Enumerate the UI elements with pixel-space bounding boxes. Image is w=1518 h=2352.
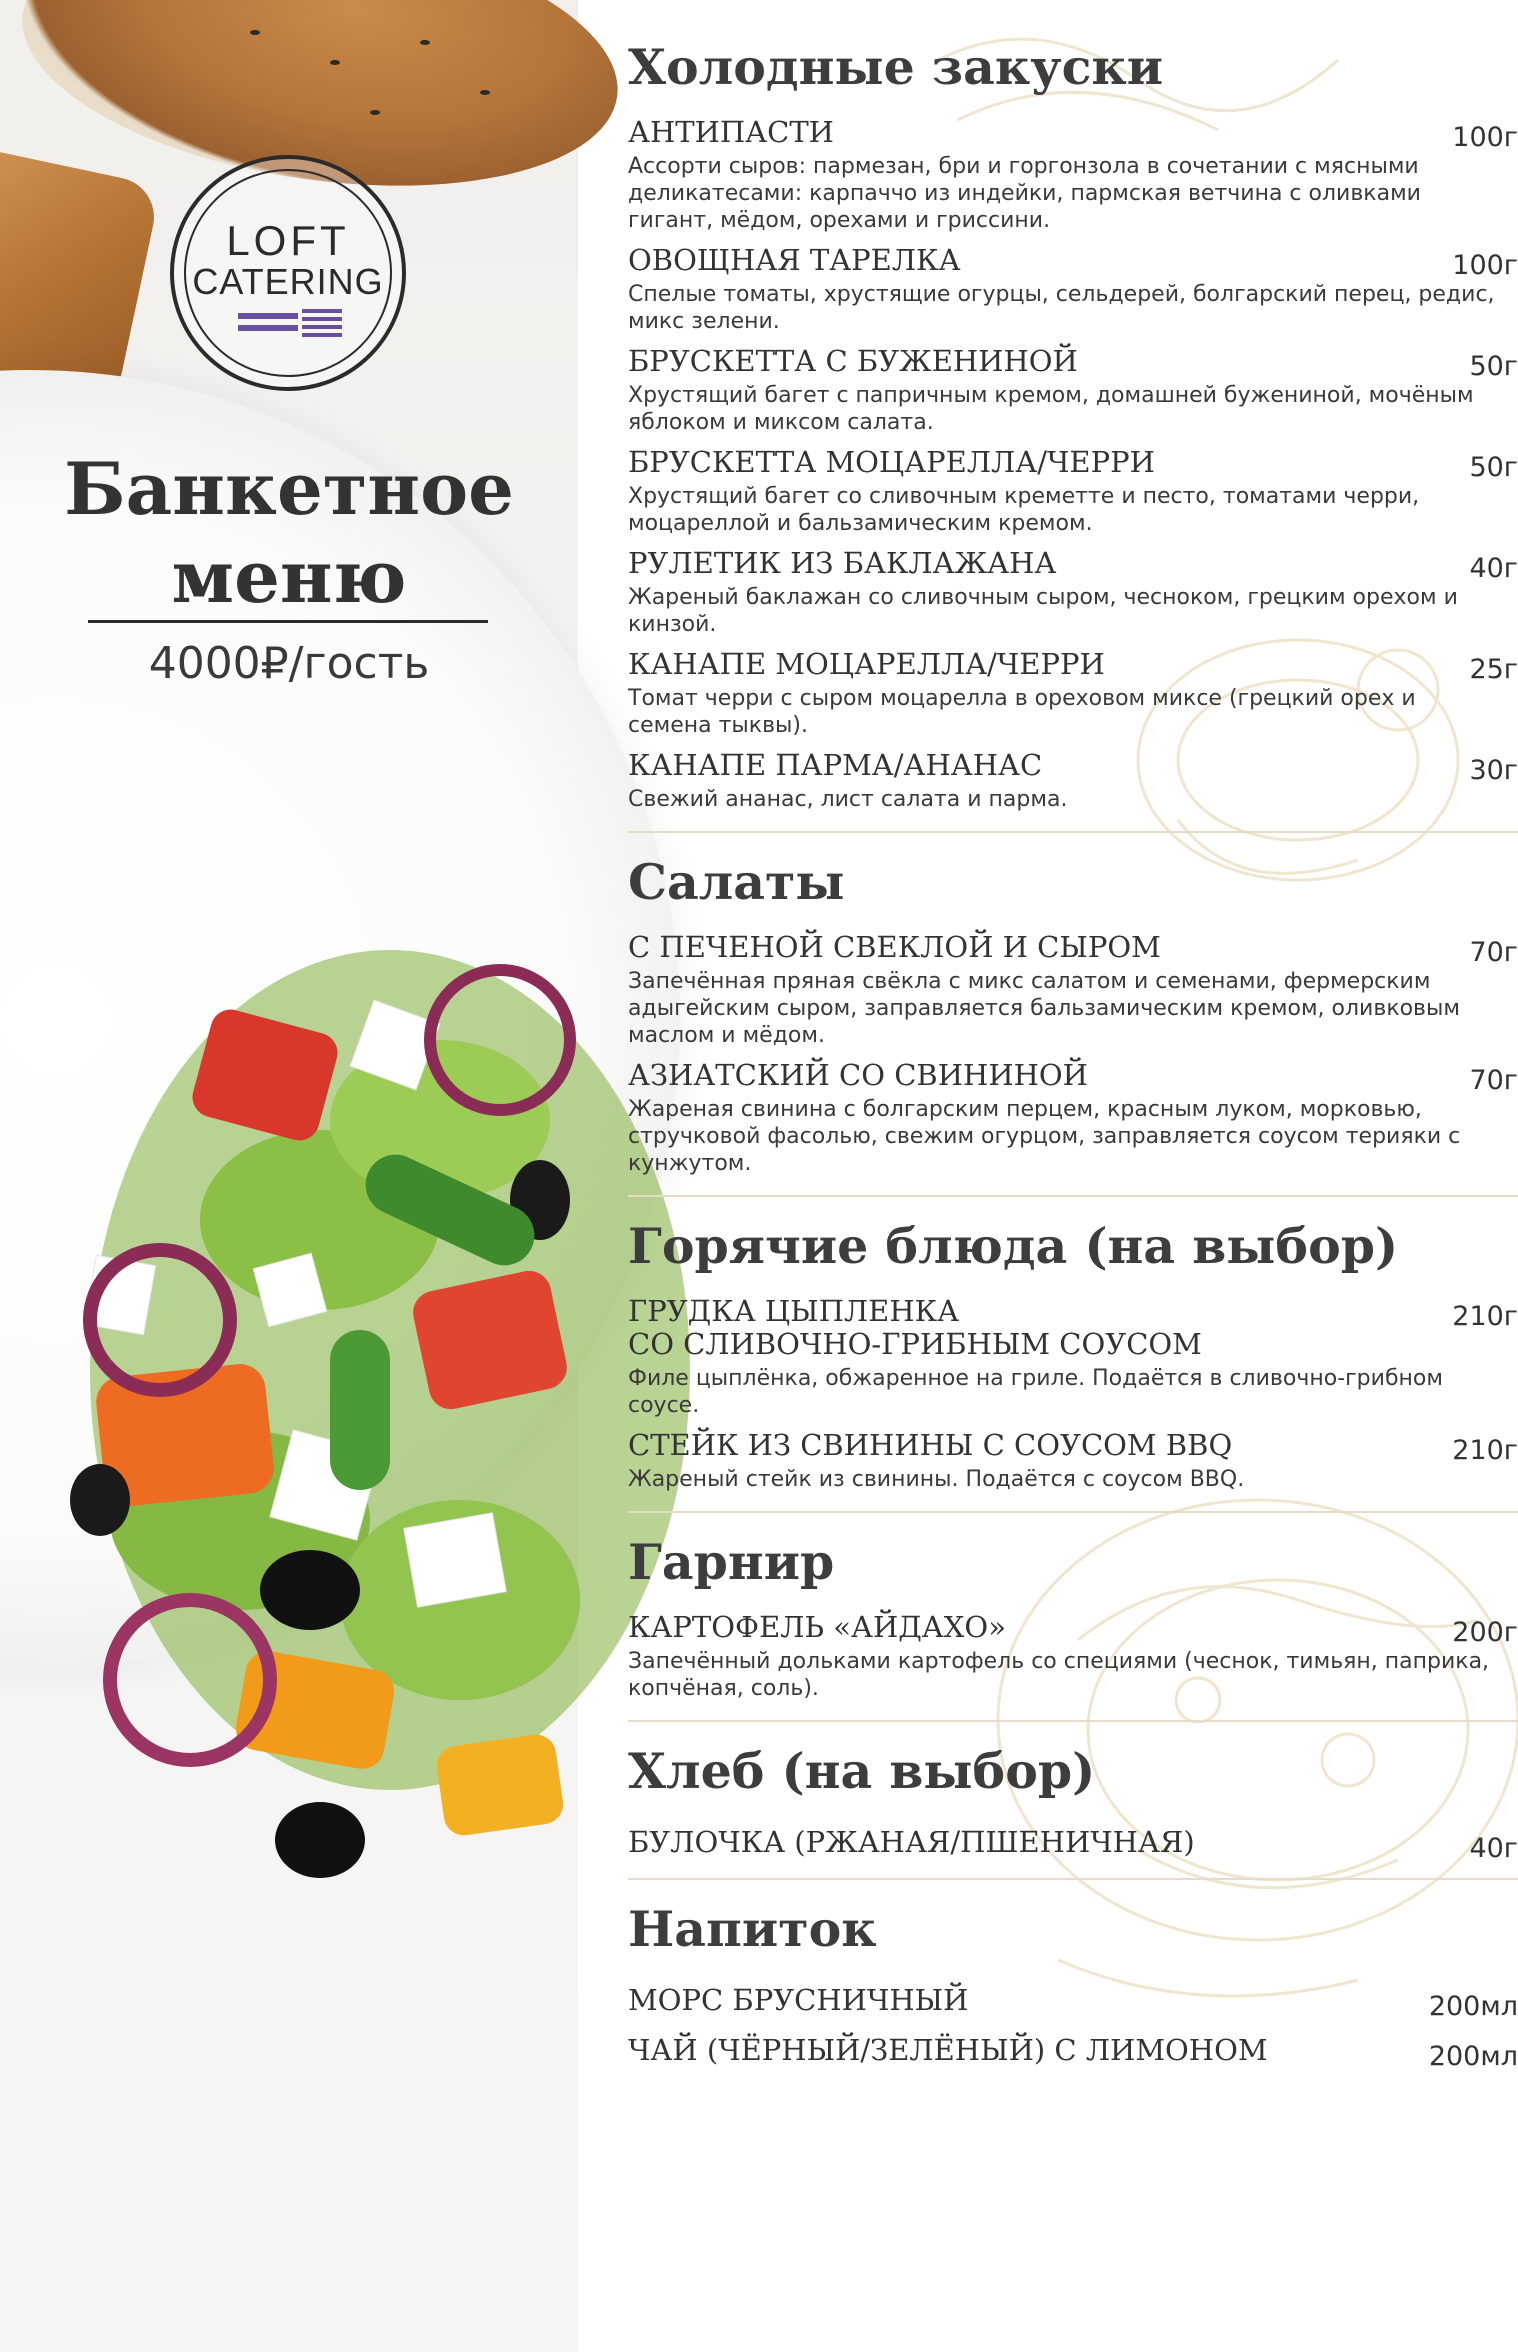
salad-image [60,900,580,1880]
section-title: Салаты [628,853,845,911]
menu-item-description: Жареный баклажан со сливочным сыром, чесноком, грецким орехом и кинзой. [628,585,1458,637]
menu-item-weight: 210г [1452,1301,1518,1332]
section-title: Гарнир [628,1533,835,1591]
menu-item-description: Томат черри с сыром моцарелла в ореховом миксе (грецкий орех и семена тыквы). [628,686,1416,738]
section-title: Горячие блюда (на выбор) [628,1217,1399,1275]
menu-item-description: Филе цыплёнка, обжаренное на гриле. Подаётся в сливочно-грибном соусе. [628,1366,1443,1418]
menu-item-weight: 70г [1469,1065,1518,1096]
menu-item-weight: 40г [1469,1833,1518,1864]
logo-text-loft: LOFT [226,217,350,264]
menu-item-description: Жареная свинина с болгарским перцем, красным луком, морковью, стручковой фасолью, свежим огурцом, заправляется соусом терияки с кунжутом. [628,1097,1461,1176]
menu-item-name: БРУСКЕТТА С БУЖЕНИНОЙ [628,344,1078,378]
title-divider [88,620,488,623]
menu-item-weight: 25г [1469,654,1518,685]
section-divider [628,1720,1518,1722]
menu-item [628,931,1518,1049]
menu-item [628,244,1518,335]
menu-item-name: БУЛОЧКА (РЖАНАЯ/ПШЕНИЧНАЯ) [628,1825,1195,1859]
section-title: Хлеб (на выбор) [628,1742,1096,1800]
menu-item [628,547,1518,638]
section-divider [628,1195,1518,1197]
menu-item [628,749,1518,813]
sesame-seed [420,40,430,45]
menu-item-weight: 100г [1452,122,1518,153]
menu-title-line1: Банкетное [64,446,514,531]
menu-item-name: КАРТОФЕЛЬ «АЙДАХО» [628,1610,1006,1644]
menu-item [628,116,1518,234]
menu-item-name: С ПЕЧЕНОЙ СВЕКЛОЙ И СЫРОМ [628,930,1161,964]
logo-text-catering: CATERING [192,261,384,302]
menu-item-weight: 30г [1469,755,1518,786]
section-divider [628,831,1518,833]
menu-item-description: Жареный стейк из свинины. Подаётся с соусом BBQ. [628,1467,1245,1492]
menu-item-name: АНТИПАСТИ [628,115,834,149]
menu-title-line2: меню [171,534,407,619]
menu-item-weight: 210г [1452,1435,1518,1466]
fork-knife-icon [238,305,348,341]
menu-item-weight: 200г [1452,1617,1518,1648]
menu-item-name: ОВОЩНАЯ ТАРЕЛКА [628,243,961,277]
menu-item-name: ЧАЙ (ЧЁРНЫЙ/ЗЕЛЁНЫЙ) С ЛИМОНОМ [628,2033,1268,2067]
menu-item-description: Ассорти сыров: пармезан, бри и горгонзола в сочетании с мясными деликатесами: карпаччо из индейки, пармская ветчина с оливками гигант, мёдом, орехами и гриссини. [628,154,1421,233]
menu-item [628,648,1518,739]
menu-item-weight: 200мл [1428,2041,1518,2072]
section-divider [628,1878,1518,1880]
menu-title [0,445,578,621]
menu-list [628,28,1518,2072]
section-title: Холодные закуски [628,38,1164,96]
sesame-seed [330,60,340,65]
menu-item-weight: 70г [1469,937,1518,968]
menu-item [628,446,1518,537]
menu-item-name: РУЛЕТИК ИЗ БАКЛАЖАНА [628,546,1057,580]
menu-item-description: Запечённый дольками картофель со специями (чеснок, тимьян, паприка, копчёная, соль). [628,1649,1490,1701]
menu-item-description: Хрустящий багет со сливочным креметте и песто, томатами черри, моцареллой и бальзамическим кремом. [628,484,1420,536]
menu-item-weight: 100г [1452,250,1518,281]
sesame-seed [480,90,490,95]
brand-logo [170,155,406,391]
section-title: Напиток [628,1900,877,1958]
menu-item-name: КАНАПЕ ПАРМА/АНАНАС [628,748,1043,782]
menu-item-description: Хрустящий багет с папричным кремом, домашней бужениной, мочёным яблоком и миксом салата. [628,383,1474,435]
menu-item-name: БРУСКЕТТА МОЦАРЕЛЛА/ЧЕРРИ [628,445,1155,479]
menu-item [628,1982,1518,2022]
menu-item-description: Спелые томаты, хрустящие огурцы, сельдерей, болгарский перец, редис, микс зелени. [628,282,1495,334]
sesame-seed [370,110,380,115]
menu-item-name: АЗИАТСКИЙ СО СВИНИНОЙ [628,1058,1088,1092]
menu-item [628,1295,1518,1419]
menu-item [628,1611,1518,1702]
menu-item-name: МОРС БРУСНИЧНЫЙ [628,1983,969,2017]
menu-item [628,1429,1518,1493]
menu-item-weight: 50г [1469,351,1518,382]
menu-item-weight: 40г [1469,553,1518,584]
menu-item [628,2032,1518,2072]
menu-item [628,345,1518,436]
menu-item [628,1824,1518,1864]
sesame-seed [250,30,260,35]
menu-item [628,1059,1518,1177]
menu-item-name: СТЕЙК ИЗ СВИНИНЫ С СОУСОМ BBQ [628,1428,1233,1462]
menu-panel [578,0,1518,2352]
menu-item-name: ГРУДКА ЦЫПЛЕНКА СО СЛИВОЧНО-ГРИБНЫМ СОУСОМ [628,1294,1202,1361]
menu-item-weight: 200мл [1428,1991,1518,2022]
menu-item-description: Запечённая пряная свёкла с микс салатом и семенами, фермерским адыгейским сыром, заправляется бальзамическим кремом, оливковым маслом и мёдом. [628,969,1460,1048]
menu-item-weight: 50г [1469,452,1518,483]
menu-item-description: Свежий ананас, лист салата и парма. [628,787,1068,812]
section-divider [628,1511,1518,1513]
price-per-guest: 4000₽/гость [148,638,430,689]
decorative-photo-panel [0,0,578,2352]
menu-item-name: КАНАПЕ МОЦАРЕЛЛА/ЧЕРРИ [628,647,1105,681]
